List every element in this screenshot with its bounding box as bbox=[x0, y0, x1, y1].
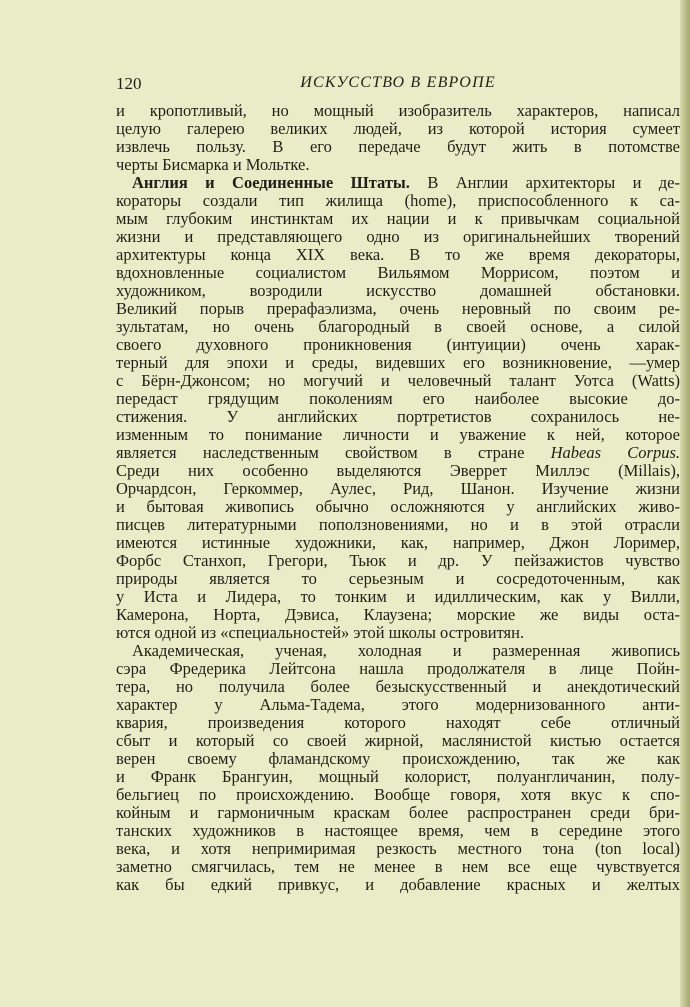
line-text: характер у Альма-Тадема, этого модернизованного анти- bbox=[116, 695, 680, 714]
text-line bbox=[116, 678, 680, 696]
text-line bbox=[116, 210, 680, 228]
line-text: заметно смягчилась, тем не менее в нем все еще чувствуется bbox=[116, 857, 680, 876]
line-text: передаст грядущим поколениям его наиболее высокие до- bbox=[116, 389, 680, 408]
text-line bbox=[116, 462, 680, 480]
text-line bbox=[116, 354, 680, 372]
running-title: ИСКУССТВО В ЕВРОПЕ bbox=[300, 74, 496, 91]
page-header bbox=[116, 74, 680, 96]
line-text: бельгиец по происхождению. Вообще говоря, хотя вкус к спо- bbox=[116, 785, 680, 804]
section-heading: Англия и Соединенные Штаты. bbox=[132, 173, 410, 192]
page-number: 120 bbox=[116, 74, 142, 93]
page-body-text bbox=[116, 102, 680, 894]
line-text: у Иста и Лидера, то тонким и идиллическим, как у Вилли, bbox=[116, 587, 680, 606]
text-line bbox=[116, 624, 680, 642]
text-line bbox=[116, 876, 680, 894]
text-line bbox=[116, 696, 680, 714]
line-text: писцев литературными поползновениями, но и в этой отрасли bbox=[116, 515, 680, 534]
text-line bbox=[116, 318, 680, 336]
text-line bbox=[116, 660, 680, 678]
text-line bbox=[116, 840, 680, 858]
line-text: Камерона, Норта, Дэвиса, Клаузена; морские же виды оста- bbox=[116, 605, 680, 624]
line-text: тера, но получила более безыскусственный и анекдотический bbox=[116, 677, 680, 696]
text-line bbox=[116, 480, 680, 498]
line-text: кораторы создали тип жилища (home), приспособленного к са- bbox=[116, 191, 680, 210]
line-text: Форбс Станхоп, Грегори, Тьюк и др. У пейзажистов чувство bbox=[116, 551, 680, 570]
line-text: черты Бисмарка и Мольтке. bbox=[116, 155, 310, 174]
line-text: извлечь пользу. В его передаче будут жить в потомстве bbox=[116, 137, 680, 156]
text-line bbox=[116, 714, 680, 732]
text-line bbox=[116, 534, 680, 552]
line-text: сбыт и который со своей жирной, маслянистой кистью остается bbox=[116, 731, 680, 750]
text-line bbox=[116, 444, 680, 462]
line-text: танских художников в настоящее время, чем в середине этого bbox=[116, 821, 680, 840]
line-text: является наследственным свойством в стране bbox=[116, 443, 551, 462]
text-line bbox=[116, 588, 680, 606]
line-text: природы является то серьезным и сосредоточенным, как bbox=[116, 569, 680, 588]
line-text: терный для эпохи и среды, видевших его возникновение, —умер bbox=[116, 353, 680, 372]
text-line bbox=[116, 336, 680, 354]
line-text: имеются истинные художники, как, например, Джон Лоример, bbox=[116, 533, 680, 552]
text-line bbox=[116, 138, 680, 156]
text-line bbox=[116, 264, 680, 282]
text-line bbox=[116, 570, 680, 588]
text-line bbox=[116, 372, 680, 390]
line-text: койным и гармоничным краскам более распространен среди бри- bbox=[116, 803, 680, 822]
page-edge bbox=[680, 0, 690, 1007]
line-text: сэра Фредерика Лейтсона нашла продолжателя в лице Пойн- bbox=[116, 659, 680, 678]
text-line bbox=[116, 498, 680, 516]
text-line bbox=[116, 390, 680, 408]
text-line bbox=[116, 192, 680, 210]
text-line bbox=[116, 228, 680, 246]
text-line bbox=[116, 102, 680, 120]
text-line bbox=[116, 858, 680, 876]
line-text: Орчардсон, Геркоммер, Аулес, Рид, Шанон. Изучение жизни bbox=[116, 479, 680, 498]
line-text: стижения. У английских портретистов сохранилось не- bbox=[116, 407, 680, 426]
line-text: вдохновленные социалистом Вильямом Моррисом, поэтом и bbox=[116, 263, 680, 282]
text-line bbox=[116, 822, 680, 840]
line-text: и Франк Брангуин, мощный колорист, полуангличанин, полу- bbox=[116, 767, 680, 786]
line-text: целую галерею великих людей, из которой история сумеет bbox=[116, 119, 680, 138]
line-text: с Бёрн-Джонсом; но могучий и человечный талант Уотса (Watts) bbox=[116, 371, 680, 390]
text-line bbox=[116, 246, 680, 264]
line-text: квария, произведения которого находят себе отличный bbox=[116, 713, 680, 732]
text-line bbox=[116, 804, 680, 822]
text-line bbox=[116, 768, 680, 786]
line-text: Академическая, ученая, холодная и размеренная живопись bbox=[132, 641, 680, 660]
line-text: верен своему фламандскому происхождению, так же как bbox=[116, 749, 680, 768]
text-line bbox=[116, 516, 680, 534]
text-line bbox=[116, 282, 680, 300]
line-text: Великий порыв прерафаэлизма, очень неровный по своим ре- bbox=[116, 299, 680, 318]
text-line bbox=[116, 642, 680, 660]
text-line bbox=[116, 300, 680, 318]
line-text: изменным то понимание личности и уважение к ней, которое bbox=[116, 425, 680, 444]
line-text: как бы едкий привкус, и добавление красных и желтых bbox=[116, 875, 680, 894]
text-line bbox=[116, 120, 680, 138]
line-text: мым глубоким инстинктам их нации и к привычкам социальной bbox=[116, 209, 680, 228]
italic-phrase: Habeas Corpus. bbox=[550, 443, 680, 462]
line-text: художником, возродили искусство домашней обстановки. bbox=[116, 281, 680, 300]
text-line bbox=[116, 750, 680, 768]
text-line bbox=[116, 786, 680, 804]
line-text: жизни и представляющего одно из оригинальнейших творений bbox=[116, 227, 680, 246]
line-text: ются одной из «специальностей» этой школы островитян. bbox=[116, 623, 525, 642]
line-text: архитектуры конца XIX века. В то же время декораторы, bbox=[116, 245, 680, 264]
text-line bbox=[116, 174, 680, 192]
line-text: и кропотливый, но мощный изобразитель характеров, написал bbox=[116, 101, 680, 120]
text-line bbox=[116, 552, 680, 570]
text-line bbox=[116, 426, 680, 444]
line-text: и бытовая живопись обычно осложняются у английских живо- bbox=[116, 497, 680, 516]
line-text: своего духовного проникновения (интуиции) очень харак- bbox=[116, 335, 680, 354]
line-text: зультатам, но очень благородный в своей основе, а силой bbox=[116, 317, 680, 336]
text-line bbox=[116, 606, 680, 624]
text-line bbox=[116, 408, 680, 426]
text-line bbox=[116, 156, 680, 174]
line-text: века, и хотя непримиримая резкость местного тона (ton local) bbox=[116, 839, 680, 858]
line-text: Среди них особенно выделяются Эверрет Миллэс (Millais), bbox=[116, 461, 680, 480]
text-line bbox=[116, 732, 680, 750]
line-text: В Англии архитекторы и де- bbox=[409, 173, 680, 192]
